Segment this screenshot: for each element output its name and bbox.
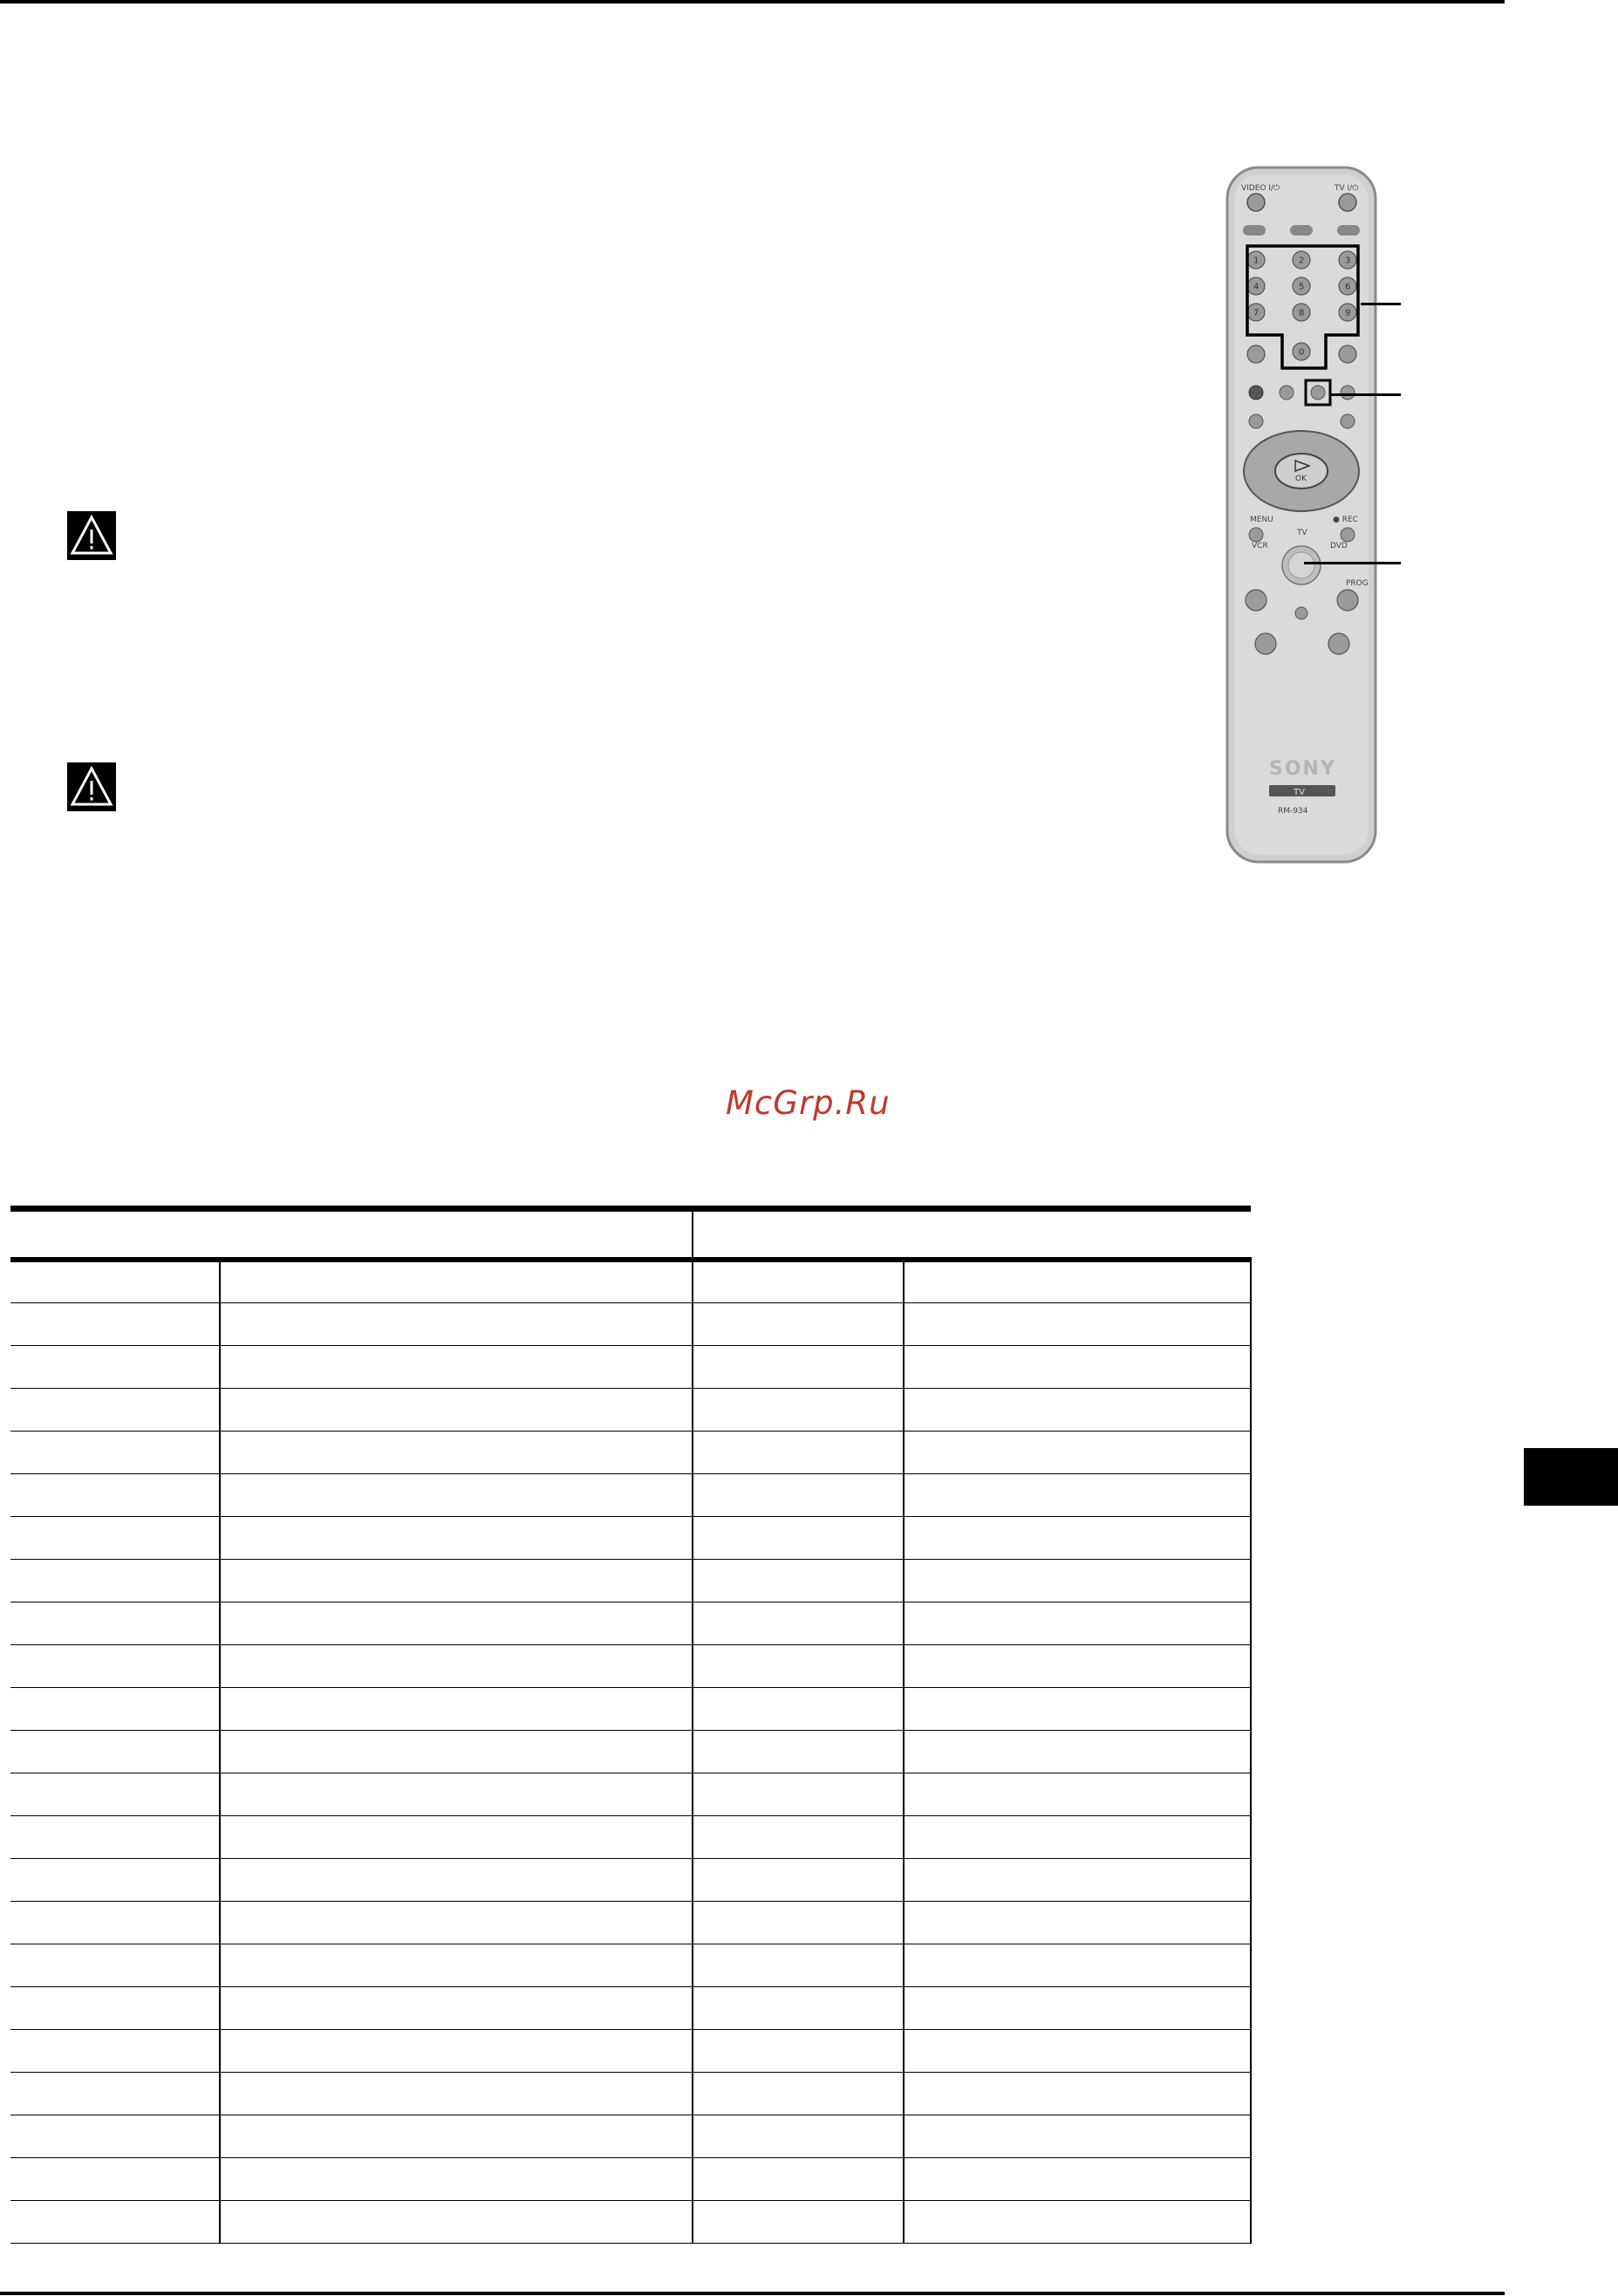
table-cell	[10, 1345, 220, 1388]
table-cell	[693, 1773, 904, 1815]
function-button-3[interactable]	[1337, 225, 1360, 236]
table-cell	[220, 1431, 693, 1473]
table-cell	[693, 2200, 904, 2243]
table-row	[10, 1602, 1251, 1644]
table-cell	[10, 2029, 220, 2072]
table-cell	[904, 1516, 1251, 1559]
table-cell	[904, 1345, 1251, 1388]
tv-power-label: TV I/⏻	[1335, 184, 1359, 193]
table-row	[10, 1730, 1251, 1773]
table-row	[10, 1858, 1251, 1901]
table-cell	[904, 1431, 1251, 1473]
table-cell	[693, 2072, 904, 2115]
table-cell	[10, 1858, 220, 1901]
table-cell	[693, 2115, 904, 2157]
table-cell	[220, 1815, 693, 1858]
digit-key-label: 6	[1345, 282, 1351, 292]
table-cell	[693, 1644, 904, 1687]
table-group-header-right	[693, 1209, 1251, 1261]
table-cell	[220, 2115, 693, 2157]
table-cell	[10, 2200, 220, 2243]
mode-selector-center	[1288, 552, 1314, 578]
table-cell	[220, 1559, 693, 1602]
table-cell	[693, 1815, 904, 1858]
table-cell	[693, 1388, 904, 1431]
ok-button[interactable]	[1275, 454, 1328, 489]
table-cell	[10, 1730, 220, 1773]
table-row	[10, 1473, 1251, 1516]
table-cell	[904, 2029, 1251, 2072]
table-cell	[904, 1559, 1251, 1602]
top-rule	[0, 0, 1505, 3]
table-row	[10, 1302, 1251, 1345]
digit-key-label: 3	[1345, 256, 1351, 266]
table-cell	[693, 1858, 904, 1901]
bottom-rule	[0, 2292, 1505, 2295]
table-cell	[693, 1345, 904, 1388]
table-cell	[693, 1473, 904, 1516]
digit-key-label: 0	[1299, 347, 1305, 358]
table-cell	[10, 1516, 220, 1559]
table-cell	[693, 1687, 904, 1730]
table-cell	[220, 1302, 693, 1345]
table-row	[10, 2157, 1251, 2200]
table-cell	[904, 1260, 1251, 1302]
rec-button[interactable]	[1341, 528, 1355, 542]
vcr-mode-label: VCR	[1252, 542, 1268, 550]
table-cell	[904, 2115, 1251, 2157]
table-cell	[693, 1944, 904, 1986]
table-row	[10, 1644, 1251, 1687]
table-row	[10, 2072, 1251, 2115]
volume-rocker[interactable]	[1246, 590, 1266, 611]
video-power-button[interactable]	[1247, 194, 1265, 211]
menu-label: MENU	[1250, 516, 1273, 524]
small-key-left[interactable]	[1249, 414, 1263, 428]
tv-power-button[interactable]	[1339, 194, 1356, 211]
ok-label: OK	[1295, 475, 1307, 483]
bottom-right-button[interactable]	[1328, 633, 1349, 654]
side-key-right[interactable]	[1339, 345, 1356, 363]
table-cell	[220, 1473, 693, 1516]
table-cell	[693, 1730, 904, 1773]
function-button-2[interactable]	[1290, 225, 1313, 236]
table-cell	[904, 2200, 1251, 2243]
table-row	[10, 1986, 1251, 2029]
table-row	[10, 1345, 1251, 1388]
table-cell	[220, 1986, 693, 2029]
table-cell	[904, 1986, 1251, 2029]
table-cell	[904, 1602, 1251, 1644]
table-cell	[693, 1986, 904, 2029]
table-row	[10, 1559, 1251, 1602]
dvd-mode-label: DVD	[1330, 542, 1348, 550]
digit-key-label: 2	[1299, 256, 1305, 266]
table-row	[10, 1901, 1251, 1944]
table-cell	[904, 2157, 1251, 2200]
callout-line-key	[1330, 393, 1401, 396]
function-button-1[interactable]	[1243, 225, 1266, 236]
table-cell	[220, 1602, 693, 1644]
table-cell	[220, 1260, 693, 1302]
table-cell	[904, 1473, 1251, 1516]
model-label: RM-934	[1278, 807, 1308, 816]
table-cell	[904, 1944, 1251, 1986]
table-cell	[693, 2029, 904, 2072]
brand-logo: SONY	[1269, 758, 1336, 780]
table-cell	[10, 1986, 220, 2029]
table-cell	[10, 2072, 220, 2115]
table-cell	[10, 1302, 220, 1345]
table-cell	[693, 1431, 904, 1473]
table-cell	[10, 1260, 220, 1302]
menu-button[interactable]	[1249, 528, 1263, 542]
video-power-label: VIDEO I/⏻	[1241, 184, 1280, 193]
table-cell	[10, 1559, 220, 1602]
watermark: McGrp.Ru	[726, 1084, 891, 1122]
table-cell	[10, 1388, 220, 1431]
highlighted-key[interactable]	[1311, 386, 1325, 400]
table-cell	[904, 1687, 1251, 1730]
small-key-right[interactable]	[1341, 414, 1355, 428]
table-cell	[693, 1302, 904, 1345]
digit-key-label: 1	[1253, 256, 1260, 266]
table-cell	[904, 1302, 1251, 1345]
prog-label: PROG	[1346, 579, 1369, 588]
table-row	[10, 2115, 1251, 2157]
table-cell	[220, 2072, 693, 2115]
table-row	[10, 1431, 1251, 1473]
tv-badge-label: TV	[1294, 788, 1305, 797]
table-cell	[10, 1901, 220, 1944]
table-cell	[10, 1473, 220, 1516]
table-row	[10, 1260, 1251, 1302]
table-cell	[220, 1858, 693, 1901]
sound-button[interactable]	[1249, 386, 1263, 400]
table-cell	[220, 1901, 693, 1944]
code-table	[10, 1206, 1252, 2244]
table-cell	[10, 1431, 220, 1473]
side-key-left[interactable]	[1247, 345, 1265, 363]
table-cell	[10, 2115, 220, 2157]
table-cell	[220, 1516, 693, 1559]
table-cell	[10, 1773, 220, 1815]
table-group-header-left	[10, 1209, 693, 1261]
table-cell	[220, 1388, 693, 1431]
table-row	[10, 1815, 1251, 1858]
teletext-button[interactable]	[1341, 386, 1355, 400]
table-cell	[904, 1858, 1251, 1901]
table-row	[10, 2029, 1251, 2072]
table-row	[10, 1773, 1251, 1815]
digit-key-label: 9	[1345, 308, 1351, 318]
table-cell	[220, 1644, 693, 1687]
table-cell	[10, 1944, 220, 1986]
table-cell	[10, 1644, 220, 1687]
mute-button[interactable]	[1295, 607, 1307, 619]
table-cell	[10, 1815, 220, 1858]
warning-triangle-icon	[67, 511, 116, 560]
callout-line-digits	[1361, 303, 1401, 305]
table-cell	[904, 1773, 1251, 1815]
table-cell	[904, 1644, 1251, 1687]
table-cell	[220, 1687, 693, 1730]
table-cell	[10, 1602, 220, 1644]
callout-line-selector	[1304, 562, 1401, 564]
warning-triangle-icon	[67, 762, 116, 811]
picture-button[interactable]	[1280, 386, 1294, 400]
table-cell	[904, 1901, 1251, 1944]
digit-key-label: 4	[1253, 282, 1260, 292]
table-cell	[220, 2029, 693, 2072]
table-row	[10, 1516, 1251, 1559]
digit-key-label: 7	[1253, 308, 1260, 318]
table-cell	[693, 1602, 904, 1644]
bottom-left-button[interactable]	[1255, 633, 1276, 654]
section-tab	[1524, 1448, 1618, 1506]
table-cell	[220, 1730, 693, 1773]
table-row	[10, 1687, 1251, 1730]
digit-key-label: 5	[1299, 282, 1305, 292]
table-cell	[693, 1901, 904, 1944]
table-cell	[693, 1260, 904, 1302]
table-cell	[904, 1388, 1251, 1431]
table-cell	[220, 1345, 693, 1388]
table-cell	[693, 1516, 904, 1559]
table-cell	[904, 1815, 1251, 1858]
table-cell	[220, 1773, 693, 1815]
table-row	[10, 1388, 1251, 1431]
table-cell	[220, 1944, 693, 1986]
table-cell	[10, 1687, 220, 1730]
table-row	[10, 1944, 1251, 1986]
digit-key-label: 8	[1299, 308, 1305, 318]
table-cell	[220, 2200, 693, 2243]
table-cell	[693, 2157, 904, 2200]
table-cell	[693, 1559, 904, 1602]
table-cell	[220, 2157, 693, 2200]
table-cell	[904, 2072, 1251, 2115]
table-cell	[904, 1730, 1251, 1773]
tv-mode-label: TV	[1297, 529, 1307, 537]
table-row	[10, 2200, 1251, 2243]
prog-rocker[interactable]	[1337, 590, 1358, 611]
table-cell	[10, 2157, 220, 2200]
rec-label: ● REC	[1333, 516, 1358, 524]
remote-control-illustration	[1217, 164, 1417, 879]
table-header-row	[10, 1209, 1251, 1261]
